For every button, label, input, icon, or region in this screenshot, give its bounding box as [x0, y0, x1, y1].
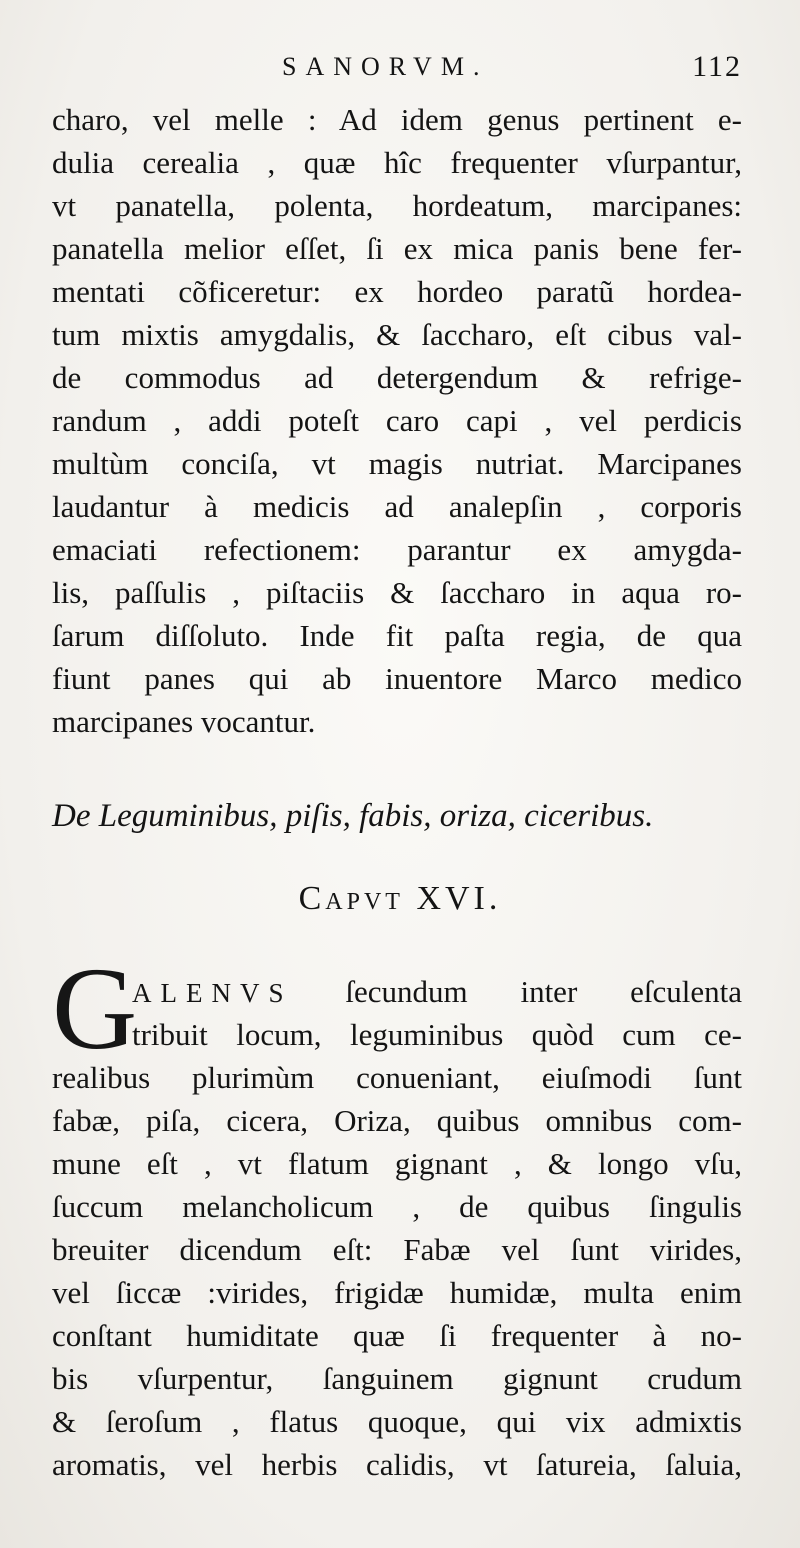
text-line: ſarum diſſoluto. Inde fit paſta regia, de qua [52, 618, 742, 653]
text-line: fiunt panes qui ab inuentore Marco medico [52, 661, 742, 696]
text-line: bis vſurpentur, ſanguinem gignunt crudum [52, 1361, 742, 1396]
text-line: vel ſiccæ :virides, frigidæ humidæ, multa enim [52, 1275, 742, 1310]
text-line: laudantur à medicis ad analepſin , corporis [52, 489, 742, 524]
text-line: aromatis, vel herbis calidis, vt ſatureia, ſaluia, [52, 1447, 742, 1482]
drop-cap: G [52, 943, 138, 1074]
section-title: De Leguminibus, piſis, fabis, oriza, ciceribus. [52, 798, 654, 834]
paragraph-chapter [52, 970, 742, 1486]
text-line: marcipanes vocantur. [52, 704, 316, 739]
text-line: mentati cõficeretur: ex hordeo paratũ hordea- [52, 274, 742, 309]
paragraph-continued [52, 98, 742, 743]
text-line: randum , addi poteſt caro capi , vel perdicis [52, 403, 742, 438]
running-head: SANORVM. [282, 52, 489, 81]
first-word: ALENVS [132, 978, 293, 1008]
text-line: multùm conciſa, vt magis nutriat. Marcipanes [52, 446, 742, 481]
chapter-label: Capvt [298, 880, 404, 917]
text-line: breuiter dicendum eſt: Fabæ vel ſunt virides, [52, 1232, 742, 1267]
text-line: emaciati refectionem: parantur ex amygda- [52, 532, 742, 567]
chapter-heading [0, 880, 800, 918]
text-line: vt panatella, polenta, hordeatum, marcipanes: [52, 188, 742, 223]
text-line [52, 970, 742, 1013]
text-line: mune eſt , vt flatum gignant , & longo vſu, [52, 1146, 742, 1181]
text-line-rest: ſecundum inter eſculenta [345, 974, 742, 1009]
text-line: & ſeroſum , flatus quoque, qui vix admixtis [52, 1404, 742, 1439]
text-line: dulia cerealia , quæ hîc frequenter vſurpantur, [52, 145, 742, 180]
page-number: 112 [692, 50, 742, 83]
text-line: tum mixtis amygdalis, & ſaccharo, eſt cibus val- [52, 317, 742, 352]
text-line: panatella melior eſſet, ſi ex mica panis bene fer- [52, 231, 742, 266]
text-line: conſtant humiditate quæ ſi frequenter à no- [52, 1318, 742, 1353]
text-line: realibus plurimùm conueniant, eiuſmodi ſunt [52, 1060, 742, 1095]
text-line: ſuccum melancholicum , de quibus ſingulis [52, 1189, 742, 1224]
text-line: charo, vel melle : Ad idem genus pertinent e- [52, 102, 742, 137]
chapter-number: XVI. [416, 880, 502, 917]
text-line: tribuit locum, leguminibus quòd cum ce- [132, 1017, 742, 1052]
text-line: fabæ, piſa, cicera, Oriza, quibus omnibus com- [52, 1103, 742, 1138]
text-line: lis, paſſulis , piſtaciis & ſaccharo in aqua ro- [52, 575, 742, 610]
page-header [52, 50, 742, 94]
text-line: de commodus ad detergendum & refrige- [52, 360, 742, 395]
